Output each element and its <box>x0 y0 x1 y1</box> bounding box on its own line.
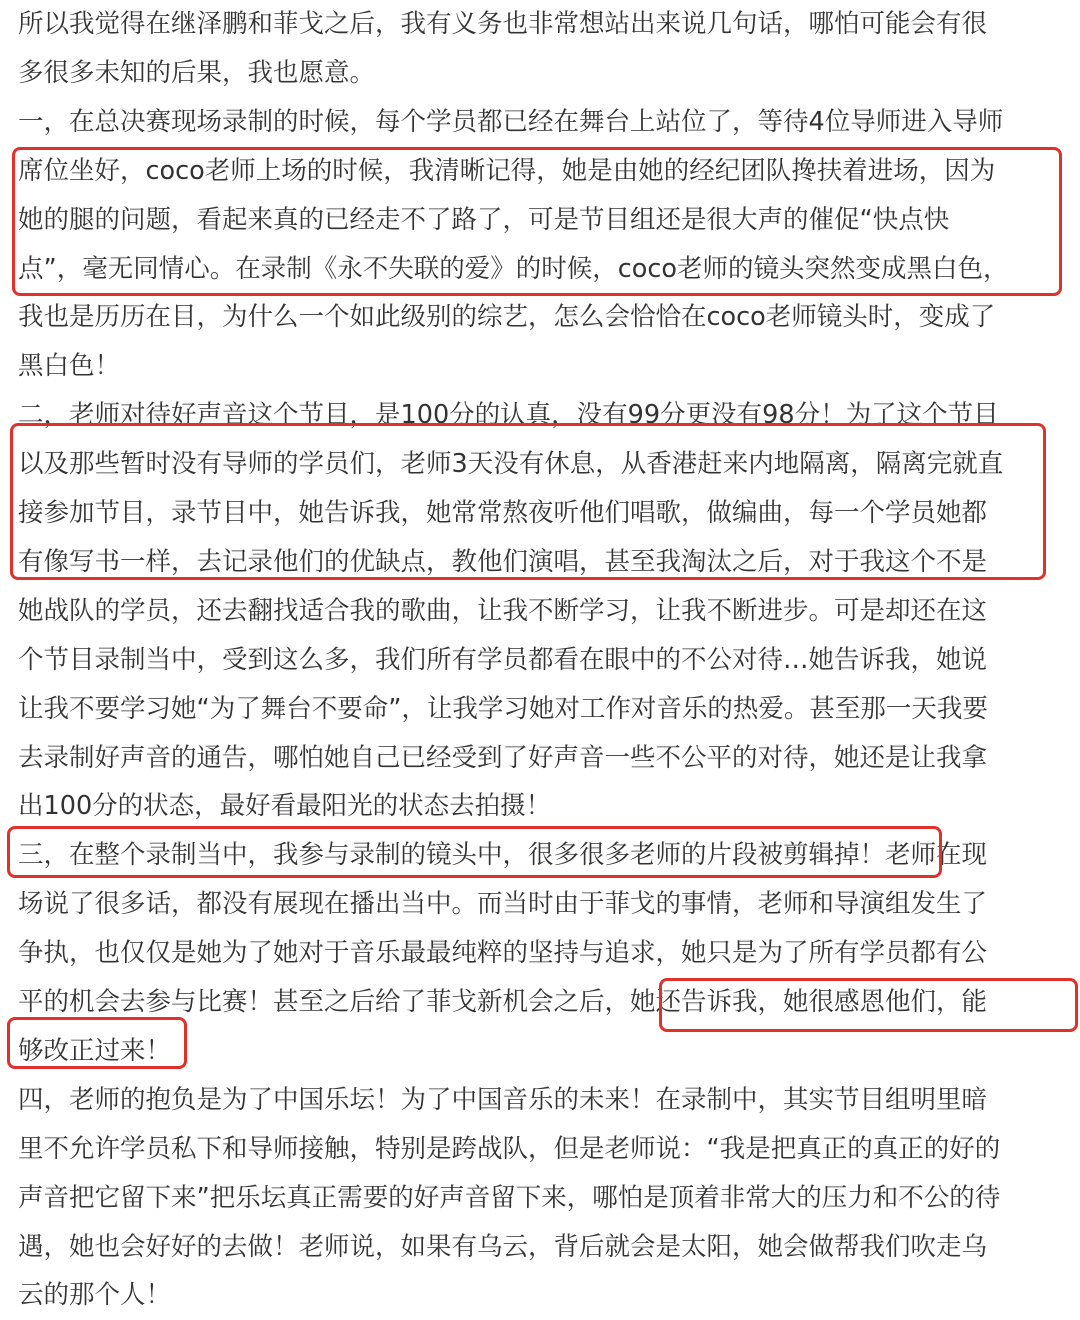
text-line: 让我不要学习她“为了舞台不要命”，让我学习她对工作对音乐的热爱。甚至那一天我要 <box>18 693 988 724</box>
text-line: 声音把它留下来”把乐坛真正需要的好声音留下来，哪怕是顶着非常大的压力和不公的待 <box>18 1182 1001 1213</box>
text-line: 二，老师对待好声音这个节目，是100分的认真，没有99分更没有98分！为了这个节目 <box>18 400 999 431</box>
text-line: 云的那个人！ <box>18 1280 172 1311</box>
text-line: 黑白色！ <box>18 351 121 382</box>
text-line: 她战队的学员，还去翻找适合我的歌曲，让我不断学习，让我不断进步。可是却还在这 <box>18 595 988 626</box>
text-line: 她的腿的问题，看起来真的已经走不了路了，可是节目组还是很大声的催促“快点快 <box>18 204 950 235</box>
text-line: 里不允许学员私下和导师接触，特别是跨战队，但是老师说：“我是把真正的真正的好的 <box>18 1133 1001 1164</box>
text-line: 有像写书一样，去记录他们的优缺点，教他们演唱，甚至我淘汰之后，对于我这个不是 <box>18 546 988 577</box>
text-line: 遇，她也会好好的去做！老师说，如果有乌云，背后就会是太阳，她会做帮我们吹走乌 <box>18 1231 988 1262</box>
text-line: 我也是历历在目，为什么一个如此级别的综艺，怎么会恰恰在coco老师镜头时，变成了 <box>18 302 996 333</box>
text-line: 多很多未知的后果，我也愿意。 <box>18 57 376 88</box>
text-line: 个节目录制当中，受到这么多，我们所有学员都看在眼中的不公对待…她告诉我，她说 <box>18 644 988 675</box>
text-line: 四，老师的抱负是为了中国乐坛！为了中国音乐的未来！在录制中，其实节目组明里暗 <box>18 1084 988 1115</box>
text-line: 够改正过来！ <box>18 1035 172 1066</box>
text-line: 场说了很多话，都没有展现在播出当中。而当时由于菲戈的事情，老师和导演组发生了 <box>18 889 988 920</box>
text-line: 点”，毫无同情心。在录制《永不失联的爱》的时候，coco老师的镜头突然变成黑白色， <box>18 253 1009 284</box>
text-line: 去录制好声音的通告，哪怕她自己已经受到了好声音一些不公平的对待，她还是让我拿 <box>18 742 988 773</box>
text-line: 所以我觉得在继泽鹏和菲戈之后，我有义务也非常想站出来说几句话，哪怕可能会有很 <box>18 9 988 39</box>
text-line: 出100分的状态，最好看最阳光的状态去拍摄！ <box>18 791 552 822</box>
text-line: 以及那些暂时没有导师的学员们，老师3天没有休息，从香港赶来内地隔离，隔离完就直 <box>18 449 1004 480</box>
text-line: 平的机会去参与比赛！甚至之后给了菲戈新机会之后，她还告诉我，她很感恩他们，能 <box>18 987 988 1017</box>
text-line: 席位坐好，coco老师上场的时候，我清晰记得，她是由她的经纪团队搀扶着进场，因为 <box>18 155 996 186</box>
text-line: 三，在整个录制当中，我参与录制的镜头中，很多很多老师的片段被剪辑掉！老师在现 <box>18 840 988 871</box>
text-line: 一，在总决赛现场录制的时候，每个学员都已经在舞台上站位了，等待4位导师进入导师 <box>18 106 1004 137</box>
text-line: 接参加节目，录节目中，她告诉我，她常常熬夜听他们唱歌，做编曲，每一个学员她都 <box>18 498 988 528</box>
text-line: 争执，也仅仅是她为了她对于音乐最最纯粹的坚持与追求，她只是为了所有学员都有公 <box>18 938 988 969</box>
